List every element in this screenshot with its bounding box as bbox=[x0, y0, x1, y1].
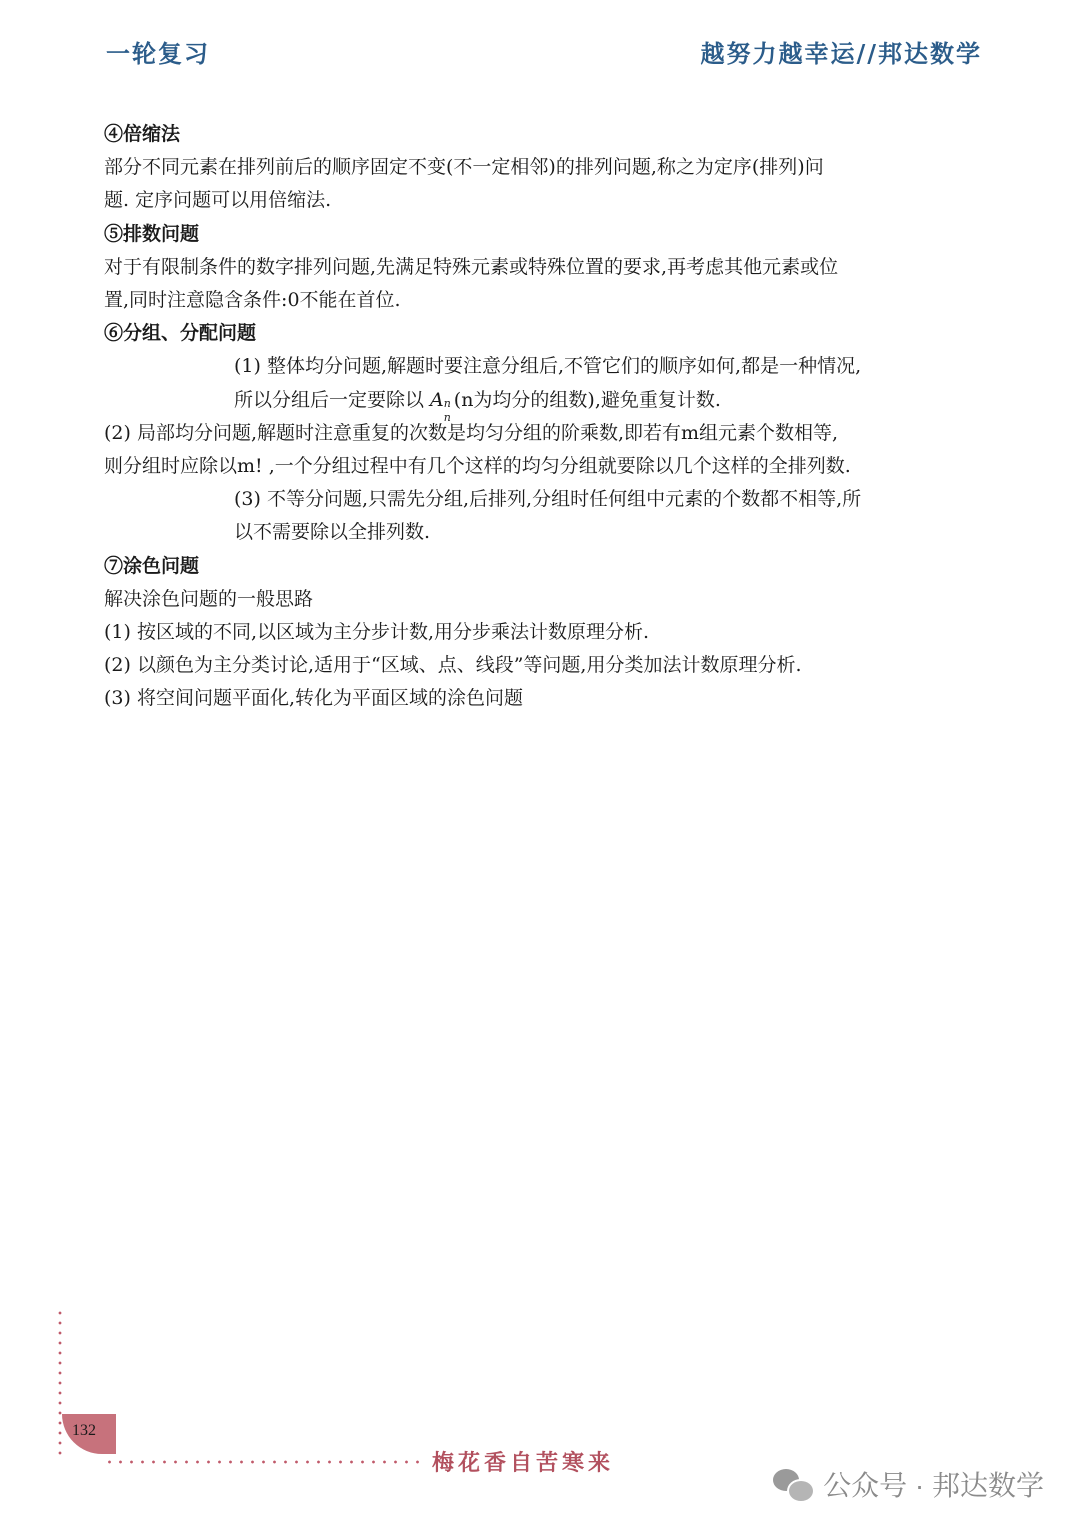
paragraph: 部分不同元素在排列前后的顺序固定不变(不一定相邻)的排列问题,称之为定序(排列)问 bbox=[104, 156, 824, 179]
formula-line bbox=[104, 384, 984, 424]
math-subscript: n bbox=[443, 410, 451, 424]
paragraph: 对于有限制条件的数字排列问题,先满足特殊元素或特殊位置的要求,再考虑其他元素或位 bbox=[104, 255, 839, 278]
paragraph: (2) 局部均分问题,解题时注意重复的次数是均匀分组的阶乘数,即若有m组元素个数相等, bbox=[104, 421, 839, 444]
paragraph: (1) 按区域的不同,以区域为主分步计数,用分步乘法计数原理分析. bbox=[104, 621, 650, 644]
section-title-7: ⑦涂色问题 bbox=[104, 554, 200, 577]
section-title-5: ⑤排数问题 bbox=[104, 222, 200, 245]
watermark bbox=[773, 1464, 1044, 1504]
paragraph: 置,同时注意隐含条件:0不能在首位. bbox=[104, 289, 401, 312]
paragraph: (3) 将空间问题平面化,转化为平面区域的涂色问题 bbox=[104, 687, 523, 710]
dotted-border-horizontal bbox=[104, 1460, 426, 1464]
section-title-6: ⑥分组、分配问题 bbox=[104, 322, 257, 345]
math-symbol: A bbox=[430, 388, 444, 411]
wechat-icon bbox=[773, 1467, 813, 1501]
paragraph: 题. 定序问题可以用倍缩法. bbox=[104, 189, 332, 212]
footer-motto: 梅花香自苦寒来 bbox=[432, 1450, 615, 1476]
paragraph: (1) 整体均分问题,解题时要注意分组后,不管它们的顺序如何,都是一种情况, bbox=[234, 355, 862, 378]
text-fragment: (n为均分的组数),避免重复计数. bbox=[453, 388, 721, 411]
paragraph: (3) 不等分问题,只需先分组,后排列,分组时任何组中元素的个数都不相等,所 bbox=[234, 488, 862, 511]
paragraph: 则分组时应除以m! ,一个分组过程中有几个这样的均匀分组就要除以几个这样的全排列数. bbox=[104, 455, 851, 478]
paragraph: 解决涂色问题的一般思路 bbox=[104, 587, 314, 610]
paragraph: (2) 以颜色为主分类讨论,适用于“区域、点、线段”等问题,用分类加法计数原理分析. bbox=[104, 654, 802, 677]
page-number: 132 bbox=[72, 1422, 96, 1439]
watermark-text: 公众号 · 邦达数学 bbox=[823, 1470, 1044, 1501]
math-superscript: n bbox=[443, 396, 451, 410]
section-title-4: ④倍缩法 bbox=[104, 123, 181, 145]
page-body bbox=[104, 118, 984, 716]
text-fragment: 所以分组后一定要除以 bbox=[234, 388, 431, 411]
header-left-title: 一轮复习 bbox=[106, 39, 210, 68]
paragraph: 以不需要除以全排列数. bbox=[234, 521, 431, 544]
header-right-title: 越努力越幸运//邦达数学 bbox=[700, 39, 982, 68]
dotted-border-vertical bbox=[58, 1308, 62, 1456]
